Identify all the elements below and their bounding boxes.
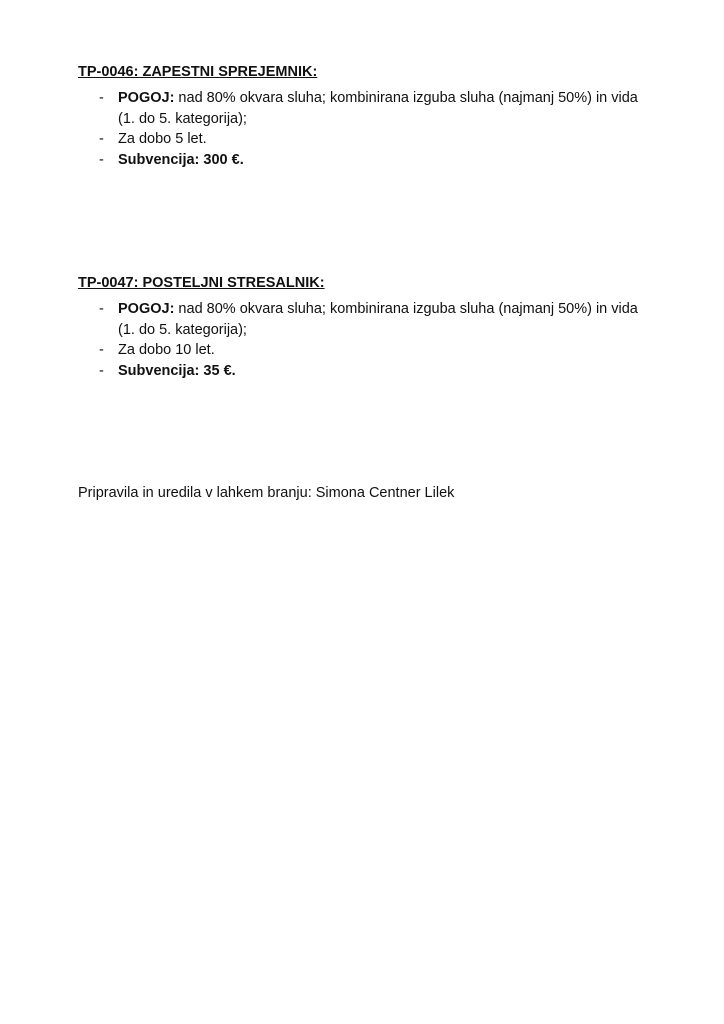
- subsidy-text: Subvencija: 35 €.: [118, 362, 236, 379]
- subsidy-text: Subvencija: 300 €.: [118, 151, 244, 168]
- document-page: [78, 62, 658, 484]
- section-title: TP-0047: POSTELJNI STRESALNIK:: [78, 275, 325, 291]
- duration-text: Za dobo 10 let.: [118, 342, 215, 358]
- bullet-dash: -: [99, 90, 104, 106]
- section-tp-0046: [78, 62, 658, 170]
- bullet-dash: -: [99, 362, 104, 379]
- list-item-condition: [78, 299, 658, 340]
- list-item-condition: [78, 88, 658, 129]
- condition-text: nad 80% okvara sluha; kombinirana izguba sluha (najmanj 50%) in vida (1. do 5. kategorija);: [118, 301, 638, 338]
- list-item-duration: [78, 340, 658, 361]
- condition-label: POGOJ:: [118, 301, 175, 317]
- bullet-dash: -: [99, 342, 104, 358]
- condition-text: nad 80% okvara sluha; kombinirana izguba sluha (najmanj 50%) in vida (1. do 5. kategorija);: [118, 90, 638, 127]
- bullet-dash: -: [99, 131, 104, 147]
- condition-label: POGOJ:: [118, 90, 175, 106]
- condition-list: [78, 88, 658, 170]
- bullet-dash: -: [99, 301, 104, 317]
- condition-list: [78, 299, 658, 381]
- list-item-duration: [78, 129, 658, 150]
- list-item-subsidy: [78, 150, 658, 171]
- bullet-dash: -: [99, 151, 104, 168]
- section-title: TP-0046: ZAPESTNI SPREJEMNIK:: [78, 64, 318, 80]
- section-tp-0047: [78, 273, 658, 381]
- list-item-subsidy: [78, 361, 658, 382]
- duration-text: Za dobo 5 let.: [118, 131, 207, 147]
- author-credit: Pripravila in uredila v lahkem branju: Simona Centner Lilek: [78, 485, 455, 501]
